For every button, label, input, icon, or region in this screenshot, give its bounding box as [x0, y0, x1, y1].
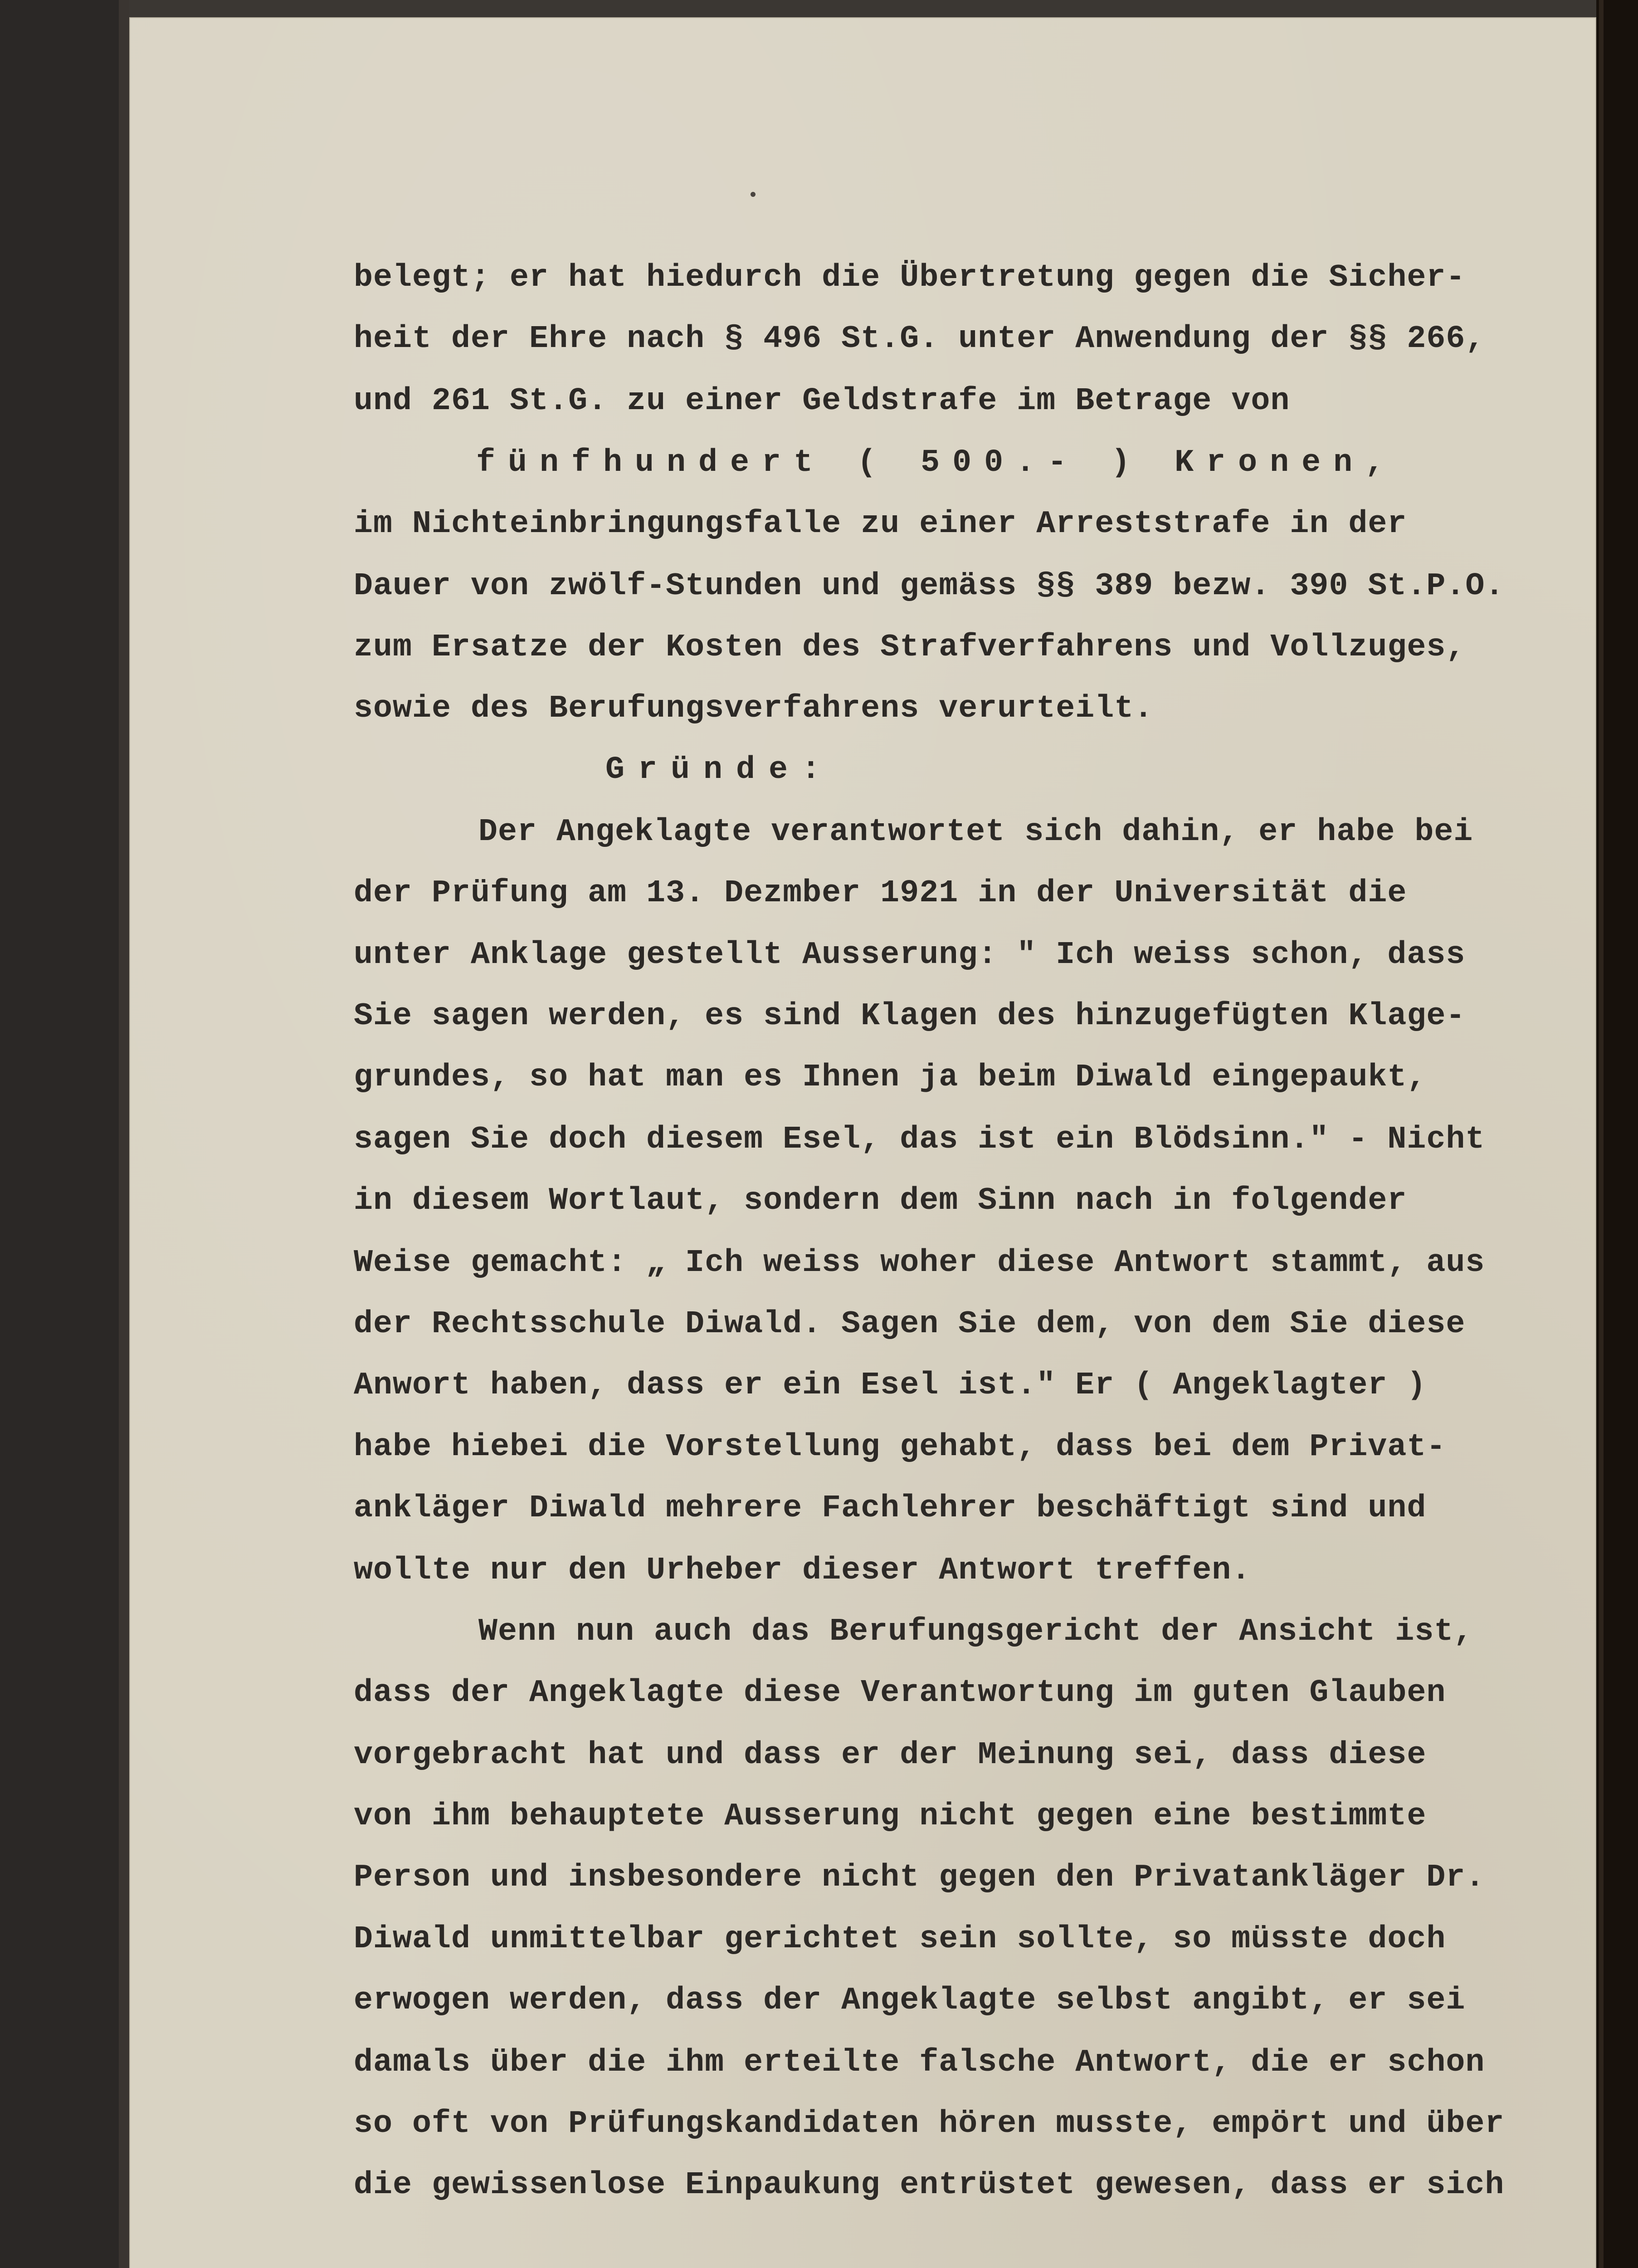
text-line: grundes, so hat man es Ihnen ja beim Diwald eingepaukt,	[354, 1060, 1427, 1095]
document-page	[129, 17, 1596, 2268]
text-line: Weise gemacht: „ Ich weiss woher diese Antwort stammt, aus	[354, 1245, 1485, 1281]
text-line: fünfhundert ( 500.- ) Kronen,	[476, 445, 1397, 481]
text-line: der Prüfung am 13. Dezmber 1921 in der Universität die	[354, 875, 1407, 911]
text-line: Der Angeklagte verantwortet sich dahin, er habe bei	[478, 814, 1473, 850]
text-line: wollte nur den Urheber dieser Antwort treffen.	[354, 1553, 1251, 1589]
text-line: damals über die ihm erteilte falsche Antwort, die er schon	[354, 2045, 1485, 2081]
text-line: im Nichteinbringungsfalle zu einer Arreststrafe in der	[354, 506, 1407, 542]
text-line: in diesem Wortlaut, sondern dem Sinn nach in folgender	[354, 1183, 1407, 1219]
text-line: Dauer von zwölf-Stunden und gemäss §§ 389 bezw. 390 St.P.O.	[354, 568, 1505, 604]
text-line: Person und insbesondere nicht gegen den Privatankläger Dr.	[354, 1860, 1485, 1896]
text-line: belegt; er hat hiedurch die Übertretung gegen die Sicher-	[354, 260, 1466, 296]
scan-right-edge	[1596, 0, 1638, 2268]
text-line: so oft von Prüfungskandidaten hören musste, empört und über	[354, 2106, 1505, 2142]
text-line: heit der Ehre nach § 496 St.G. unter Anwendung der §§ 266,	[354, 321, 1485, 357]
text-line: sowie des Berufungsverfahrens verurteilt.	[354, 691, 1154, 727]
text-line: habe hiebei die Vorstellung gehabt, dass bei dem Privat-	[354, 1429, 1446, 1465]
text-line: Diwald unmittelbar gerichtet sein sollte, so müsste doch	[354, 1921, 1446, 1957]
section-heading: Gründe:	[605, 752, 834, 788]
text-line: erwogen werden, dass der Angeklagte selbst angibt, er sei	[354, 1983, 1466, 2019]
typewritten-text	[129, 17, 1596, 2268]
text-line: der Rechtsschule Diwald. Sagen Sie dem, von dem Sie diese	[354, 1306, 1466, 1342]
text-line: Sie sagen werden, es sind Klagen des hinzugefügten Klage-	[354, 998, 1466, 1034]
text-line: zum Ersatze der Kosten des Strafverfahrens und Vollzuges,	[354, 630, 1466, 665]
text-line: ankläger Diwald mehrere Fachlehrer beschäftigt sind und	[354, 1491, 1427, 1526]
text-line: und 261 St.G. zu einer Geldstrafe im Betrage von	[354, 383, 1290, 419]
scan-top-margin	[129, 0, 1596, 17]
text-line: dass der Angeklagte diese Verantwortung im guten Glauben	[354, 1675, 1446, 1711]
text-line: Anwort haben, dass er ein Esel ist." Er ( Angeklagter )	[354, 1368, 1427, 1403]
text-line: Wenn nun auch das Berufungsgericht der Ansicht ist,	[478, 1614, 1473, 1650]
text-line: sagen Sie doch diesem Esel, das ist ein Blödsinn." - Nicht	[354, 1122, 1485, 1158]
text-line: von ihm behauptete Ausserung nicht gegen eine bestimmte	[354, 1799, 1427, 1834]
text-line: die gewissenlose Einpaukung entrüstet gewesen, dass er sich	[354, 2167, 1505, 2203]
scan-left-margin	[0, 0, 129, 2268]
text-line: unter Anklage gestellt Ausserung: " Ich weiss schon, dass	[354, 937, 1466, 973]
text-line: vorgebracht hat und dass er der Meinung sei, dass diese	[354, 1737, 1427, 1773]
